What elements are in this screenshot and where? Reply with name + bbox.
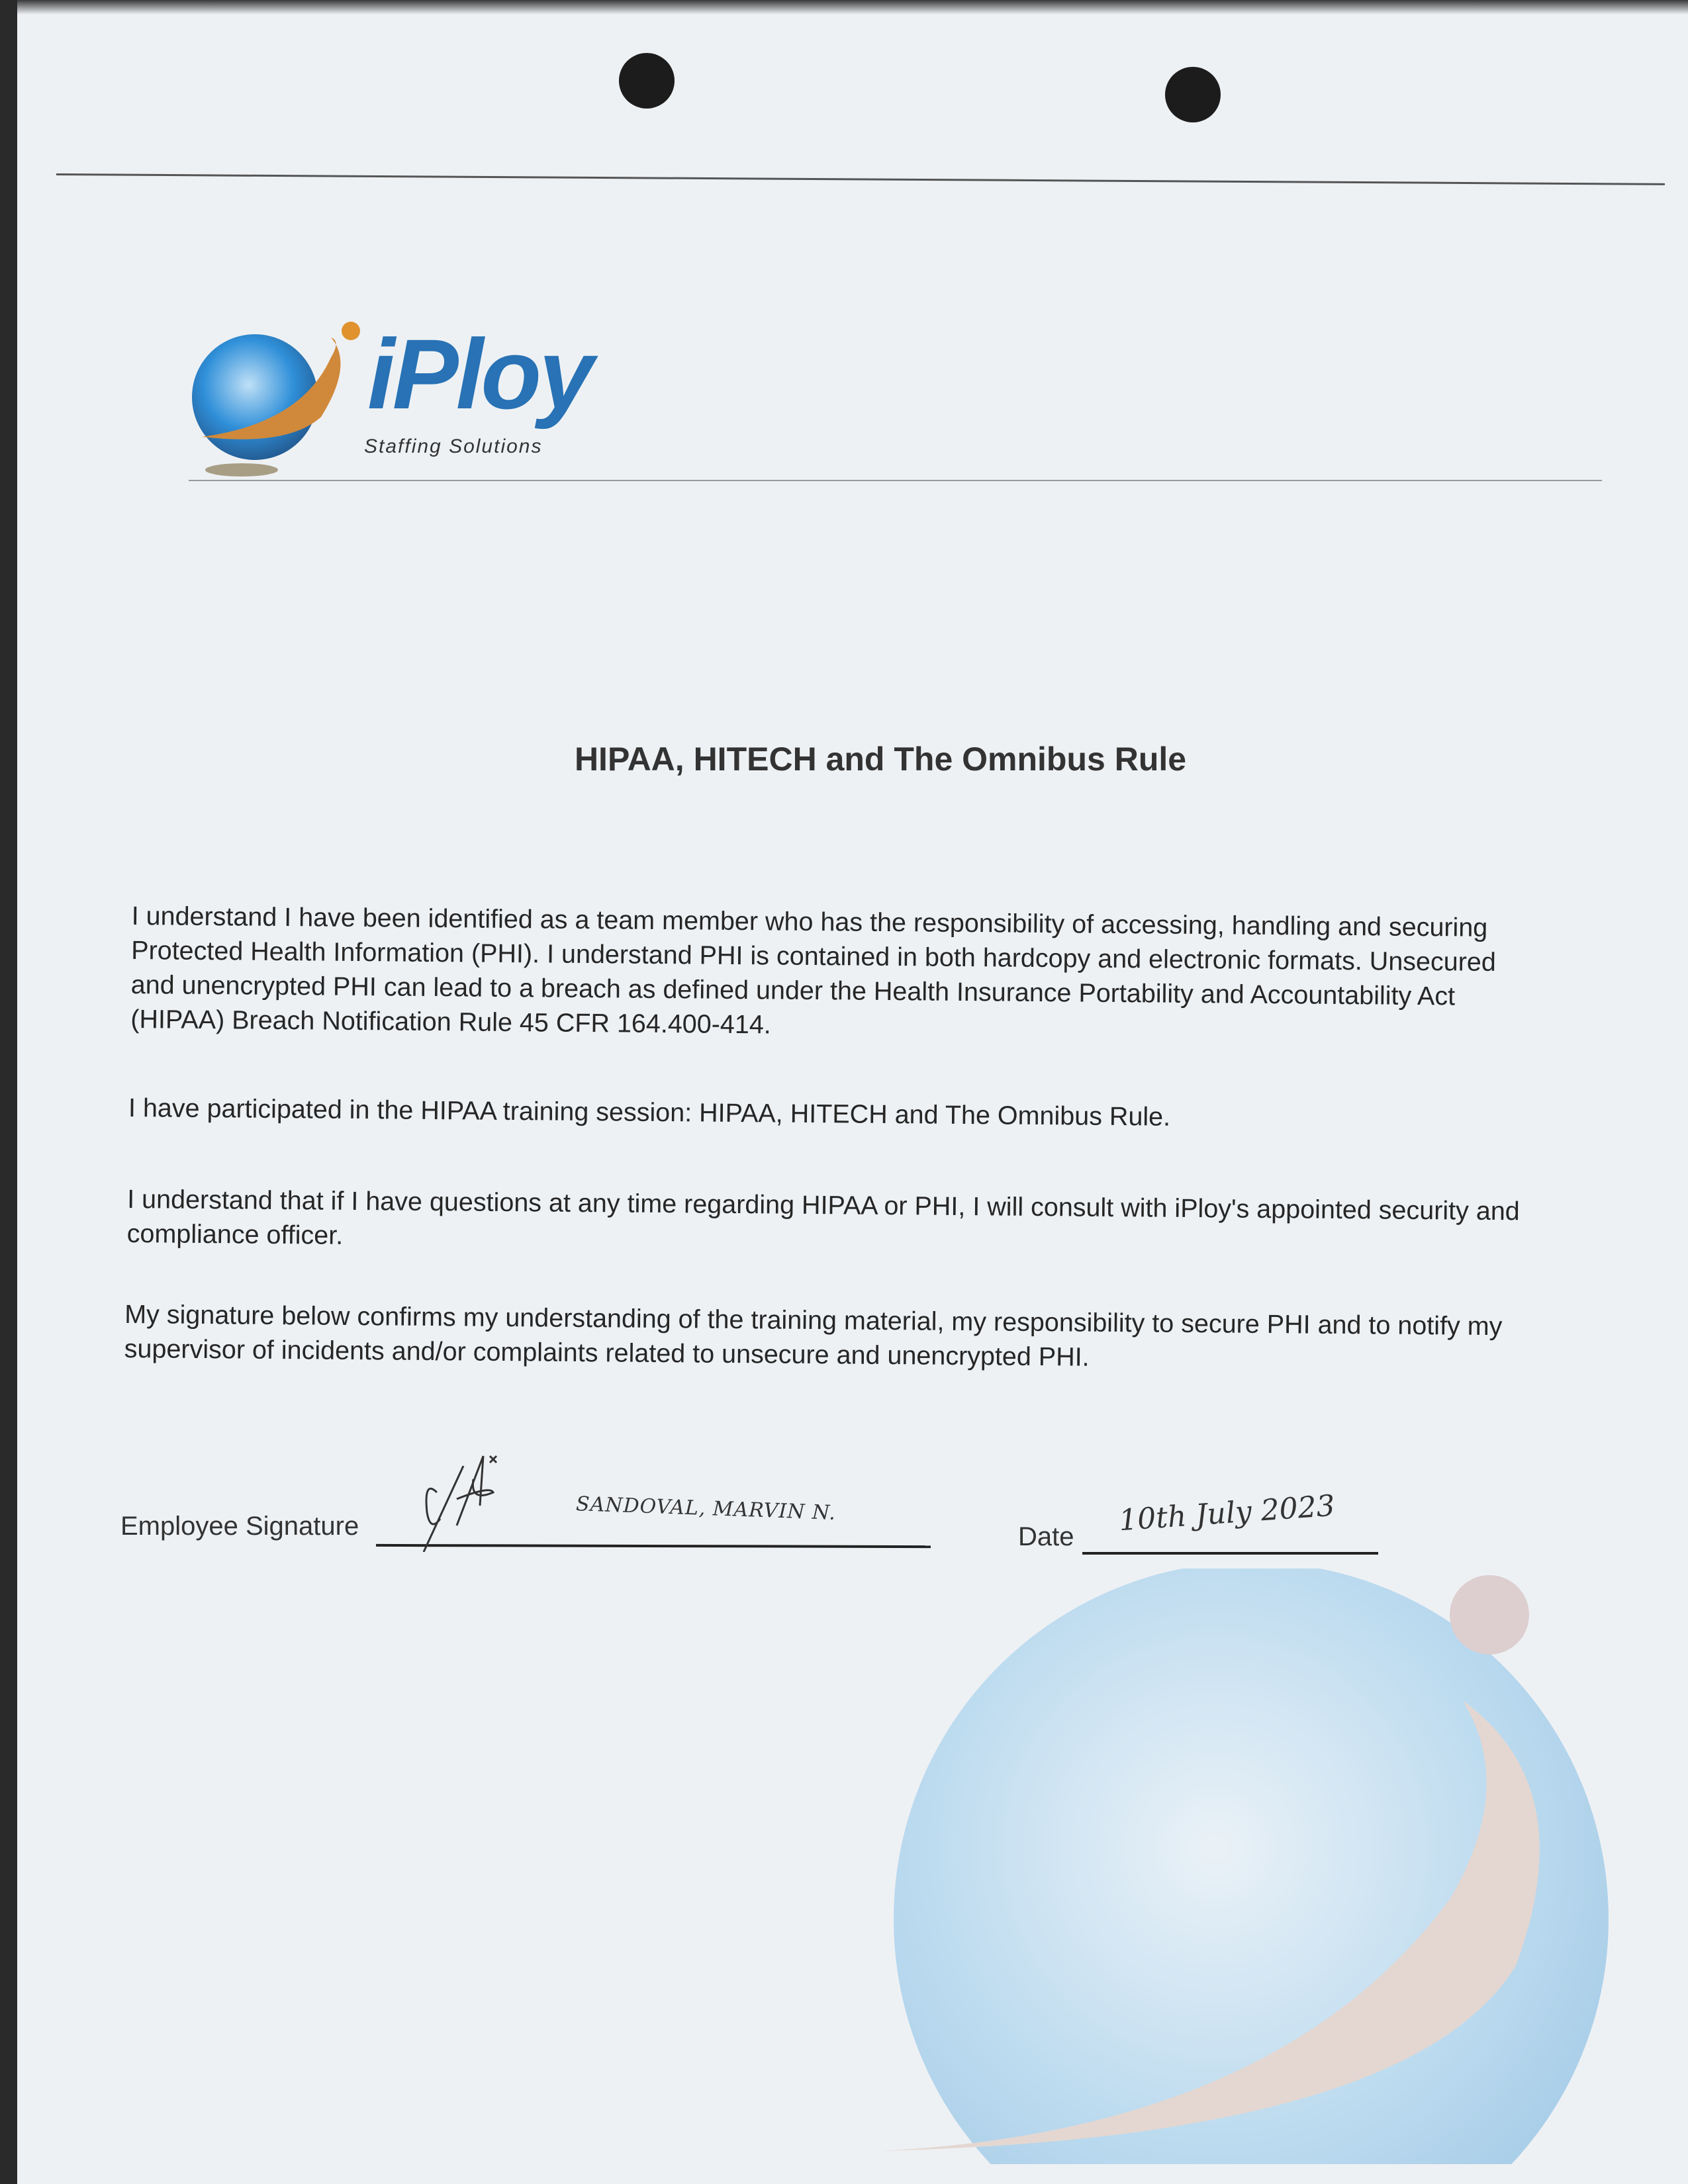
employee-signature-label: Employee Signature — [120, 1512, 359, 1541]
text-line: compliance officer. — [126, 1218, 344, 1250]
text-line: I understand that if I have questions at any time regarding HIPAA or PHI, I will consult with iPloy's appointed security and — [127, 1185, 1520, 1226]
company-logo — [189, 304, 665, 477]
paragraph-confirmation — [124, 1297, 1503, 1378]
logo-brand: iPloy — [367, 318, 592, 430]
logo-rule — [189, 480, 1602, 481]
text-line: and unencrypted PHI can lead to a breach as defined under the Health Insurance Portability and Accountability Act — [130, 970, 1456, 1011]
scan-edge-top — [0, 0, 1688, 15]
text-line: I have participated in the HIPAA training session: HIPAA, HITECH and The Omnibus Rule. — [128, 1093, 1171, 1132]
punch-hole — [619, 53, 675, 109]
paragraph-responsibility — [130, 899, 1496, 1048]
globe-watermark-icon — [880, 1569, 1622, 2164]
punch-hole — [1165, 67, 1221, 122]
document-title: HIPAA, HITECH and The Omnibus Rule — [574, 741, 1187, 778]
date-line[interactable] — [1082, 1552, 1378, 1555]
logo-tagline: Staffing Solutions — [364, 435, 543, 457]
text-line: I understand I have been identified as a team member who has the responsibility of accessing, handling and securing — [131, 901, 1488, 942]
text-line: My signature below confirms my understanding of the training material, my responsibility to secure PHI and to notify my — [124, 1300, 1503, 1342]
paragraph-questions — [127, 1182, 1520, 1263]
top-rule — [56, 173, 1665, 185]
text-line: (HIPAA) Breach Notification Rule 45 CFR 164.400-414. — [130, 1004, 771, 1040]
text-line: supervisor of incidents and/or complaints related to unsecure and unencrypted PHI. — [124, 1334, 1090, 1372]
text-line: Protected Health Information (PHI). I understand PHI is contained in both hardcopy and electronic formats. Unsecured — [131, 936, 1497, 977]
handwritten-date: 10th July 2023 — [1117, 1488, 1336, 1538]
scan-edge-left — [0, 0, 17, 2184]
signature-scribble — [417, 1453, 569, 1552]
date-label: Date — [1018, 1522, 1074, 1551]
paragraph-training — [128, 1091, 1171, 1134]
handwritten-name: SANDOVAL, MARVIN N. — [575, 1492, 837, 1525]
